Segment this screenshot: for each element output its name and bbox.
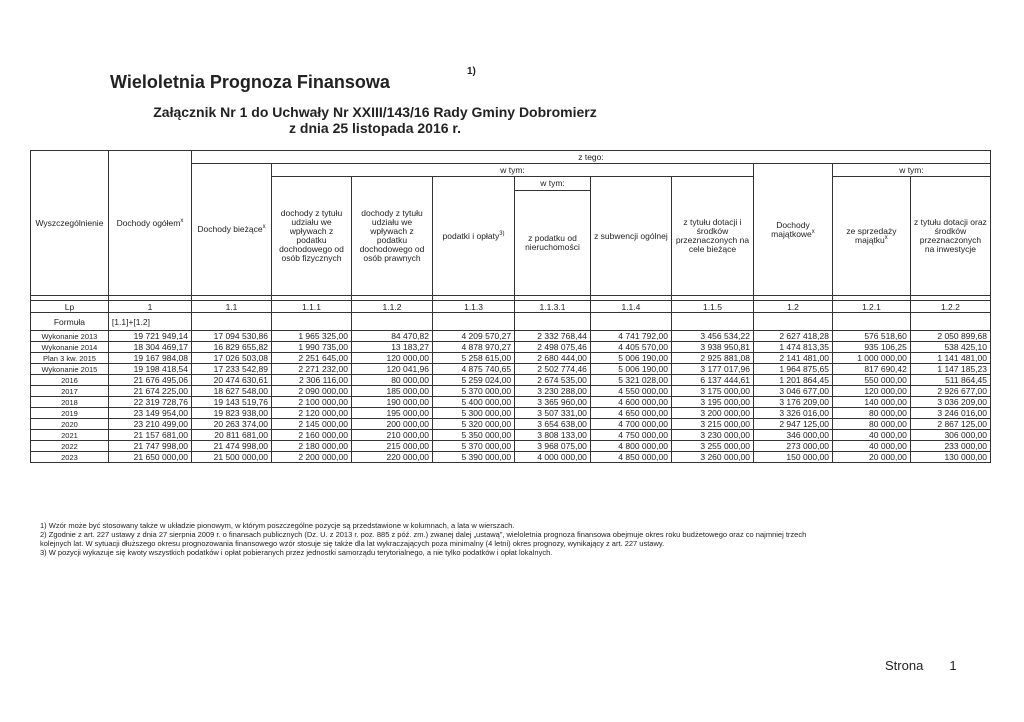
formula-label: Formuła [31,313,109,331]
table-cell: 1 147 185,23 [910,364,990,375]
table-cell: 3 230 288,00 [515,386,591,397]
table-cell: 3 365 960,00 [515,397,591,408]
table-cell: 3 246 016,00 [910,408,990,419]
table-cell: 200 000,00 [351,419,432,430]
table-cell: 2 925 881,08 [671,353,753,364]
table-cell: 4 700 000,00 [590,419,671,430]
table-cell: 5 400 000,00 [433,397,515,408]
row-label: 2019 [31,408,109,419]
footnote-3: 3) W pozycji wykazuje się kwoty wszystkich podatków i opłat pobieranych przez jednostki samorządu terytorialnego, a nie tylko podatków i opłat lokalnych. [40,548,553,557]
header-col-1-2-2: z tytułu dotacji oraz środków przeznaczonych na inwestycje [910,177,990,296]
table-cell: 4 000 000,00 [515,452,591,463]
table-cell: 120 000,00 [832,386,910,397]
table-row [31,452,991,463]
table-cell: 2 947 125,00 [754,419,833,430]
table-cell: 190 000,00 [351,397,432,408]
row-label: 2018 [31,397,109,408]
footnote-2: 2) Zgodnie z art. 227 ustawy z dnia 27 sierpnia 2009 r. o finansach publicznych (Dz. U. z 2013 r. poz. 885 z póź. zm.) zwanej dalej „ustawą”, wieloletnia prognoza finansowa obejmuje okres roku budżetowego oraz co najmniej trzech [40,530,807,539]
table-cell: 3 938 950,81 [671,342,753,353]
table-cell: 23 210 499,00 [108,419,191,430]
table-cell: 22 319 728,76 [108,397,191,408]
table-cell: 19 143 519,76 [192,397,272,408]
table-cell: 3 036 209,00 [910,397,990,408]
table-cell: 210 000,00 [351,430,432,441]
table-cell: 5 300 000,00 [433,408,515,419]
table-row [31,353,991,364]
table-cell: 80 000,00 [832,419,910,430]
footnote-2-continued: kolejnych lat. W sytuacji dłuższego okresu prognozowania finansowego wzór stosuje się także dla lat wykraczających poza minimalny (4 letni) okres prognozy, wynikający z art. 227 ustawy. [40,539,665,548]
table-cell: 2 120 000,00 [272,408,352,419]
table-row [31,419,991,430]
footnotes [40,521,970,557]
table-cell: 21 676 495,06 [108,375,191,386]
table-cell: 21 747 998,00 [108,441,191,452]
document-subtitle [140,104,610,136]
table-cell: 13 183,27 [351,342,432,353]
header-col-1-1-2: dochody z tytułu udziału we wpływach z podatku dochodowego od osób prawnych [351,177,432,296]
table-cell: 2 251 645,00 [272,353,352,364]
table-cell: 3 200 000,00 [671,408,753,419]
table-cell: 40 000,00 [832,430,910,441]
row-label: 2017 [31,386,109,397]
table-cell: 2 271 232,00 [272,364,352,375]
table-cell: 2 680 444,00 [515,353,591,364]
table-cell: 273 000,00 [754,441,833,452]
table-cell: 2 100 000,00 [272,397,352,408]
table-cell: 5 390 000,00 [433,452,515,463]
table-cell: 3 326 016,00 [754,408,833,419]
row-label: Wykonanie 2015 [31,364,109,375]
table-cell: 16 829 655,82 [192,342,272,353]
table-cell: 538 425,10 [910,342,990,353]
header-col-1-1-3-1: z podatku od nieruchomości [515,191,591,296]
table-cell: 233 000,00 [910,441,990,452]
table-cell: 1 965 325,00 [272,331,352,342]
table-cell: 80 000,00 [351,375,432,386]
table-cell: 20 263 374,00 [192,419,272,430]
table-cell: 511 864,45 [910,375,990,386]
header-col-1-1-3: podatki i opłaty$^{3)}$ [433,177,515,296]
table-cell: 84 470,82 [351,331,432,342]
table-cell: 19 198 418,54 [108,364,191,375]
header-w-tym-podatki: w tym: [515,177,591,191]
table-cell: 2 180 000,00 [272,441,352,452]
table-cell: 1 990 735,00 [272,342,352,353]
table-cell: 3 808 133,00 [515,430,591,441]
table-cell: 3 230 000,00 [671,430,753,441]
table-cell: 6 137 444,61 [671,375,753,386]
table-row [31,375,991,386]
table-cell: 4 741 792,00 [590,331,671,342]
row-label: 2022 [31,441,109,452]
subtitle-line-2: z dnia 25 listopada 2016 r. [289,120,461,136]
table-cell: 2 867 125,00 [910,419,990,430]
table-cell: 18 627 548,00 [192,386,272,397]
table-cell: 3 176 209,00 [754,397,833,408]
table-cell: 2 141 481,00 [754,353,833,364]
table-cell: 4 405 570,00 [590,342,671,353]
table-cell: 5 006 190,00 [590,353,671,364]
table-cell: 4 800 000,00 [590,441,671,452]
table-cell: 4 650 000,00 [590,408,671,419]
table-cell: 2 502 774,46 [515,364,591,375]
header-wyszczegolnienie: Wyszczególnienie [31,151,109,296]
header-z-tego: z tego: [192,151,991,164]
table-cell: 2 674 535,00 [515,375,591,386]
row-label: Wykonanie 2013 [31,331,109,342]
table-cell: 4 850 000,00 [590,452,671,463]
table-cell: 4 209 570,27 [433,331,515,342]
table-cell: 2 627 418,28 [754,331,833,342]
table-cell: 5 321 028,00 [590,375,671,386]
table-row [31,430,991,441]
table-cell: 1 474 813,35 [754,342,833,353]
table-cell: 2 332 768,44 [515,331,591,342]
formula-value: [1.1]+[1.2] [108,313,191,331]
header-dochody-majatkowe: Dochody majątkowe$^x$ [754,164,833,296]
table-cell: 1 964 875,65 [754,364,833,375]
header-dochody-biezace: Dochody bieżące$^x$ [192,164,272,296]
row-label: Plan 3 kw. 2015 [31,353,109,364]
row-label: 2016 [31,375,109,386]
table-cell: 5 259 024,00 [433,375,515,386]
table-cell: 20 811 681,00 [192,430,272,441]
subtitle-line-1: Załącznik Nr 1 do Uchwały Nr XXIII/143/16 Rady Gminy Dobromierz [153,104,597,120]
table-cell: 3 177 017,96 [671,364,753,375]
row-label: 2023 [31,452,109,463]
table-cell: 130 000,00 [910,452,990,463]
header-col-1-1-4: z subwencji ogólnej [590,177,671,296]
table-cell: 576 518,60 [832,331,910,342]
table-row [31,441,991,452]
formula-row [31,313,991,331]
table-cell: 3 507 331,00 [515,408,591,419]
table-cell: 1 201 864,45 [754,375,833,386]
table-cell: 2 306 116,00 [272,375,352,386]
document-title: Wieloletnia Prognoza Finansowa [110,72,390,92]
table-cell: 21 500 000,00 [192,452,272,463]
table-cell: 17 233 542,89 [192,364,272,375]
header-w-tym-biezace: w tym: [272,164,754,177]
table-cell: 550 000,00 [832,375,910,386]
table-cell: 80 000,00 [832,408,910,419]
table-cell: 2 090 000,00 [272,386,352,397]
header-col-1-2-1: ze sprzedaży majątku$^x$ [832,177,910,296]
table-cell: 21 674 225,00 [108,386,191,397]
table-cell: 3 195 000,00 [671,397,753,408]
table-cell: 19 721 949,14 [108,331,191,342]
page-number: Strona 1 [885,658,957,673]
table-cell: 2 160 000,00 [272,430,352,441]
table-row [31,408,991,419]
table-cell: 20 474 630,61 [192,375,272,386]
table-cell: 23 149 954,00 [108,408,191,419]
table-cell: 5 320 000,00 [433,419,515,430]
table-cell: 19 167 984,08 [108,353,191,364]
table-cell: 2 145 000,00 [272,419,352,430]
table-cell: 40 000,00 [832,441,910,452]
forecast-table [30,150,991,463]
table-row [31,386,991,397]
header-dochody-ogolem: Dochody ogółem$^x$ [108,151,191,296]
table-cell: 4 750 000,00 [590,430,671,441]
table-cell: 3 215 000,00 [671,419,753,430]
table-cell: 3 968 075,00 [515,441,591,452]
header-w-tym-majatkowe: w tym: [832,164,990,177]
header-col-1-1-1: dochody z tytułu udziału we wpływach z podatku dochodowego od osób fizycznych [272,177,352,296]
table-cell: 3 046 677,00 [754,386,833,397]
table-row [31,364,991,375]
header-col-1-1-5: z tytułu dotacji i środków przeznaczonych na cele bieżące [671,177,753,296]
table-cell: 5 006 190,00 [590,364,671,375]
table-cell: 150 000,00 [754,452,833,463]
table-cell: 20 000,00 [832,452,910,463]
table-cell: 4 550 000,00 [590,386,671,397]
table-cell: 120 041,96 [351,364,432,375]
data-rows [31,331,991,463]
table-cell: 195 000,00 [351,408,432,419]
table-cell: 215 000,00 [351,441,432,452]
table-cell: 3 260 000,00 [671,452,753,463]
table-cell: 17 026 503,08 [192,353,272,364]
table-row [31,331,991,342]
table-cell: 306 000,00 [910,430,990,441]
table-cell: 17 094 530,86 [192,331,272,342]
table-cell: 5 350 000,00 [433,430,515,441]
table-cell: 21 474 998,00 [192,441,272,452]
table-cell: 3 255 000,00 [671,441,753,452]
table-cell: 1 000 000,00 [832,353,910,364]
table-cell: 21 157 681,00 [108,430,191,441]
table-cell: 2 926 677,00 [910,386,990,397]
table-cell: 5 258 615,00 [433,353,515,364]
table-cell: 21 650 000,00 [108,452,191,463]
table-row [31,397,991,408]
table-cell: 817 690,42 [832,364,910,375]
table-cell: 4 600 000,00 [590,397,671,408]
table-cell: 2 498 075,46 [515,342,591,353]
table-cell: 140 000,00 [832,397,910,408]
table-cell: 1 141 481,00 [910,353,990,364]
table-cell: 935 106,25 [832,342,910,353]
row-label: Wykonanie 2014 [31,342,109,353]
table-cell: 185 000,00 [351,386,432,397]
table-cell: 5 370 000,00 [433,386,515,397]
table-cell: 346 000,00 [754,430,833,441]
table-cell: 4 878 970,27 [433,342,515,353]
table-cell: 19 823 938,00 [192,408,272,419]
table-cell: 3 175 000,00 [671,386,753,397]
table-cell: 4 875 740,65 [433,364,515,375]
lp-row: Lp 1 1.1 1.1.1 1.1.2 1.1.3 1.1.3.1 1.1.4 1.1.5 1.2 1.2.1 1.2.2 [31,301,991,313]
row-label: 2020 [31,419,109,430]
table-row [31,342,991,353]
row-label: 2021 [31,430,109,441]
table-cell: 3 456 534,22 [671,331,753,342]
title-footnote-ref: 1) [467,66,476,77]
table-cell: 2 200 000,00 [272,452,352,463]
table-cell: 18 304 469,17 [108,342,191,353]
table-cell: 220 000,00 [351,452,432,463]
table-cell: 3 654 638,00 [515,419,591,430]
footnote-1: 1) Wzór może być stosowany także w układzie pionowym, w którym poszczególne pozycje są przedstawione w kolumnach, a lata w wierszach. [40,521,515,530]
table-cell: 120 000,00 [351,353,432,364]
table-cell: 2 050 899,68 [910,331,990,342]
table-cell: 5 370 000,00 [433,441,515,452]
